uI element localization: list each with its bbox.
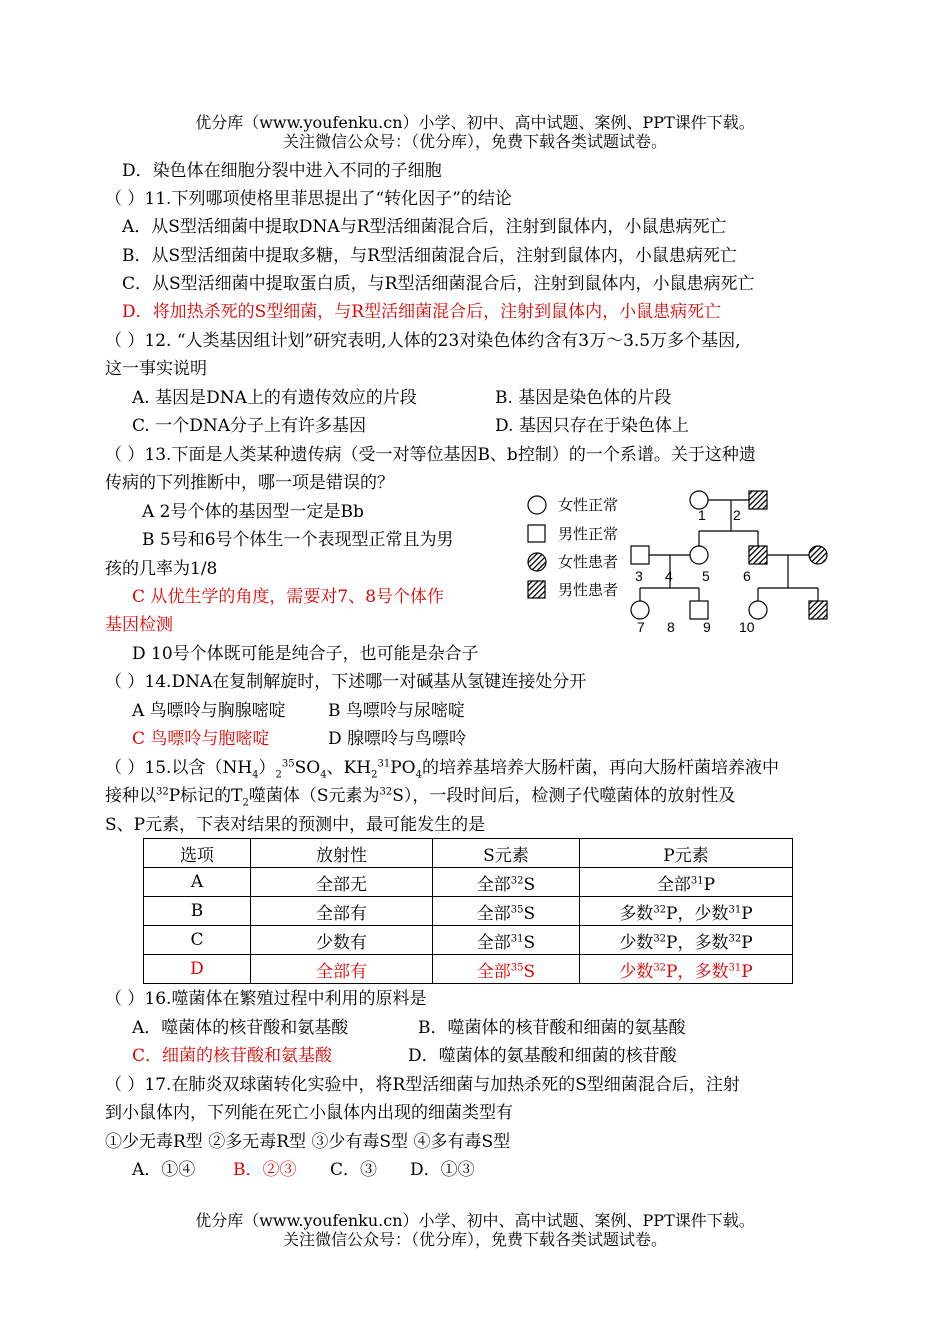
q16-option-d: D．噬菌体的氨基酸和细菌的核苷酸 — [408, 1046, 677, 1066]
individual-2 — [749, 491, 767, 509]
pedigree-number-9: 9 — [703, 619, 711, 635]
q13-option-c-answer-2: 基因检测 — [105, 615, 173, 635]
table-cell: 全部$^{35}$S — [433, 955, 580, 984]
q16-option-a: A．噬菌体的核苷酸和氨基酸 — [132, 1018, 349, 1038]
q14-option-d: D 腺嘌呤与鸟嘌呤 — [328, 729, 467, 749]
individual-7 — [631, 601, 649, 619]
q16-option-b: B．噬菌体的核苷酸和细菌的氨基酸 — [418, 1018, 686, 1038]
table-cell: B — [144, 897, 251, 926]
legend-male-normal: 男性正常 — [558, 525, 619, 543]
pedigree-number-6: 6 — [743, 568, 751, 584]
q11-option-c: C．从S型活细菌中提取蛋白质，与R型活细菌混合后，注射到鼠体内，小鼠患病死亡 — [122, 274, 755, 294]
q14-option-c-answer: C 鸟嘌呤与胞嘧啶 — [132, 729, 270, 749]
table-row-answer — [144, 955, 793, 984]
q12-option-c: C. 一个DNA分子上有许多基因 — [132, 416, 366, 436]
pedigree-number-7: 7 — [637, 619, 645, 635]
q13-option-b-2: 孩的几率为1/8 — [105, 559, 218, 579]
pedigree-number-10: 10 — [739, 619, 755, 635]
individual-6-spouse — [809, 546, 827, 564]
header-line-2: 关注微信公众号：（优分库），免费下载各类试题试卷。 — [282, 132, 667, 151]
table-cell: 多数$^{32}$P，少数$^{31}$P — [580, 897, 793, 926]
table-cell: 全部无 — [251, 868, 433, 897]
table-cell: 少数有 — [251, 926, 433, 955]
q13-option-a: A 2号个体的基因型一定是Bb — [142, 502, 364, 522]
table-cell: D — [144, 955, 251, 984]
q12-stem-2: 这一事实说明 — [105, 359, 207, 379]
footer-line-1: 优分库（www.youfenku.cn）小学、初中、高中试题、案例、PPT课件下载。 — [195, 1211, 755, 1230]
q12-option-a: A. 基因是DNA上的有遗传效应的片段 — [132, 388, 417, 408]
table-cell: 全部$^{32}$S — [433, 868, 580, 897]
q16-stem: （ ）16.噬菌体在繁殖过程中利用的原料是 — [105, 989, 427, 1009]
q11-option-d-answer: D．将加热杀死的S型细菌，与R型活细菌混合后，注射到鼠体内，小鼠患病死亡 — [122, 302, 722, 322]
table-header: 放射性 — [251, 839, 433, 868]
q17-stem-1: （ ）17.在肺炎双球菌转化实验中，将R型活细菌与加热杀死的S型细菌混合后，注射 — [105, 1075, 740, 1095]
q15-stem-1: （ ）15.以含$(NH_4)_2^{35}SO_4$、$KH_2^{31}PO_4$的培养基培养大肠杆菌，再向大肠杆菌培养液中 — [105, 758, 779, 781]
q12-stem-1: （ ）12. “人类基因组计划”研究表明,人体的23对染色体约含有3万～3.5万多个基因, — [105, 331, 741, 351]
pedigree-number-1: 1 — [698, 507, 706, 523]
pedigree-number-5: 5 — [702, 568, 710, 584]
q11-option-b: B．从S型活细菌中提取多糖，与R型活细菌混合后，注射到鼠体内，小鼠患病死亡 — [122, 246, 737, 266]
q14-option-b: B 鸟嘌呤与尿嘧啶 — [328, 701, 465, 721]
legend-male-affected-icon — [528, 581, 545, 598]
table-cell: 全部$^{31}$S — [433, 926, 580, 955]
legend-male-affected: 男性患者 — [558, 581, 619, 599]
q17-option-c: C．③ — [330, 1160, 378, 1180]
footer-line-2: 关注微信公众号：（优分库），免费下载各类试题试卷。 — [282, 1230, 667, 1249]
individual-10 — [749, 601, 767, 619]
q15-stem-2: 接种以$^{32}$P标记的$T_2$噬菌体（S元素为$^{32}$S），一段时间后，检测子代噬菌体的放射性及 — [105, 786, 736, 809]
q15-stem-3: S、P元素，下表对结果的预测中，最可能发生的是 — [105, 815, 486, 835]
q13-stem-1: （ ）13.下面是人类某种遗传病（受一对等位基因B、b控制）的一个系谱。关于这种遗 — [105, 445, 756, 465]
table-header: 选项 — [144, 839, 251, 868]
pedigree-diagram — [520, 485, 850, 635]
table-header: S元素 — [433, 839, 580, 868]
q14-option-a: A 鸟嘌呤与胸腺嘧啶 — [132, 701, 286, 721]
q17-items: ①少无毒R型 ②多无毒R型 ③少有毒S型 ④多有毒S型 — [105, 1132, 511, 1152]
table-cell: 全部有 — [251, 955, 433, 984]
pedigree-number-2: 2 — [733, 507, 741, 523]
q16-option-c-answer: C．细菌的核苷酸和氨基酸 — [132, 1046, 333, 1066]
table-header: P元素 — [580, 839, 793, 868]
table-cell: 全部$^{31}$P — [580, 868, 793, 897]
q17-stem-2: 到小鼠体内，下列能在死亡小鼠体内出现的细菌类型有 — [105, 1103, 513, 1123]
q11-stem: （ ）11.下列哪项使格里菲思提出了“转化因子”的结论 — [105, 189, 512, 209]
legend-male-normal-icon — [528, 525, 545, 542]
q13-option-b-1: B 5号和6号个体生一个表现型正常且为男 — [142, 530, 454, 550]
q13-option-c-answer-1: C 从优生学的角度，需要对7、8号个体作 — [132, 587, 445, 607]
individual-5 — [690, 546, 708, 564]
individual-9 — [690, 601, 708, 619]
individual-10-sibling — [809, 601, 827, 619]
pedigree-number-3: 3 — [635, 568, 643, 584]
table-cell: A — [144, 868, 251, 897]
table-cell: 少数$^{32}$P，多数$^{31}$P — [580, 955, 793, 984]
table-row — [144, 926, 793, 955]
individual-6 — [749, 546, 767, 564]
table-header-row — [144, 839, 793, 868]
table-cell: C — [144, 926, 251, 955]
table-row — [144, 897, 793, 926]
individual-3 — [631, 546, 649, 564]
legend-female-affected-icon — [528, 553, 546, 571]
legend-female-normal-icon — [528, 496, 546, 514]
q15-result-table — [143, 838, 793, 984]
header-line-1: 优分库（www.youfenku.cn）小学、初中、高中试题、案例、PPT课件下载。 — [195, 113, 755, 132]
table-cell: 全部$^{35}$S — [433, 897, 580, 926]
q17-option-a: A．①④ — [132, 1160, 196, 1180]
table-cell: 少数$^{32}$P，多数$^{32}$P — [580, 926, 793, 955]
legend-female-normal: 女性正常 — [558, 496, 619, 514]
table-cell: 全部有 — [251, 897, 433, 926]
pedigree-number-4: 4 — [665, 568, 673, 584]
q10-option-d: D．染色体在细胞分裂中进入不同的子细胞 — [122, 161, 442, 181]
q11-option-a: A．从S型活细菌中提取DNA与R型活细菌混合后，注射到鼠体内，小鼠患病死亡 — [122, 217, 727, 237]
legend-female-affected: 女性患者 — [558, 553, 619, 571]
pedigree-number-8: 8 — [667, 619, 675, 635]
q12-option-d: D. 基因只存在于染色体上 — [495, 416, 689, 436]
q14-stem: （ ）14.DNA在复制解旋时，下述哪一对碱基从氢键连接处分开 — [105, 672, 587, 692]
q13-option-d: D 10号个体既可能是纯合子，也可能是杂合子 — [132, 644, 479, 664]
q17-option-b-answer: B．②③ — [233, 1160, 297, 1180]
q13-stem-2: 传病的下列推断中，哪一项是错误的？ — [105, 473, 394, 493]
q17-option-d: D．①③ — [410, 1160, 475, 1180]
table-row — [144, 868, 793, 897]
q12-option-b: B. 基因是染色体的片段 — [495, 388, 672, 408]
